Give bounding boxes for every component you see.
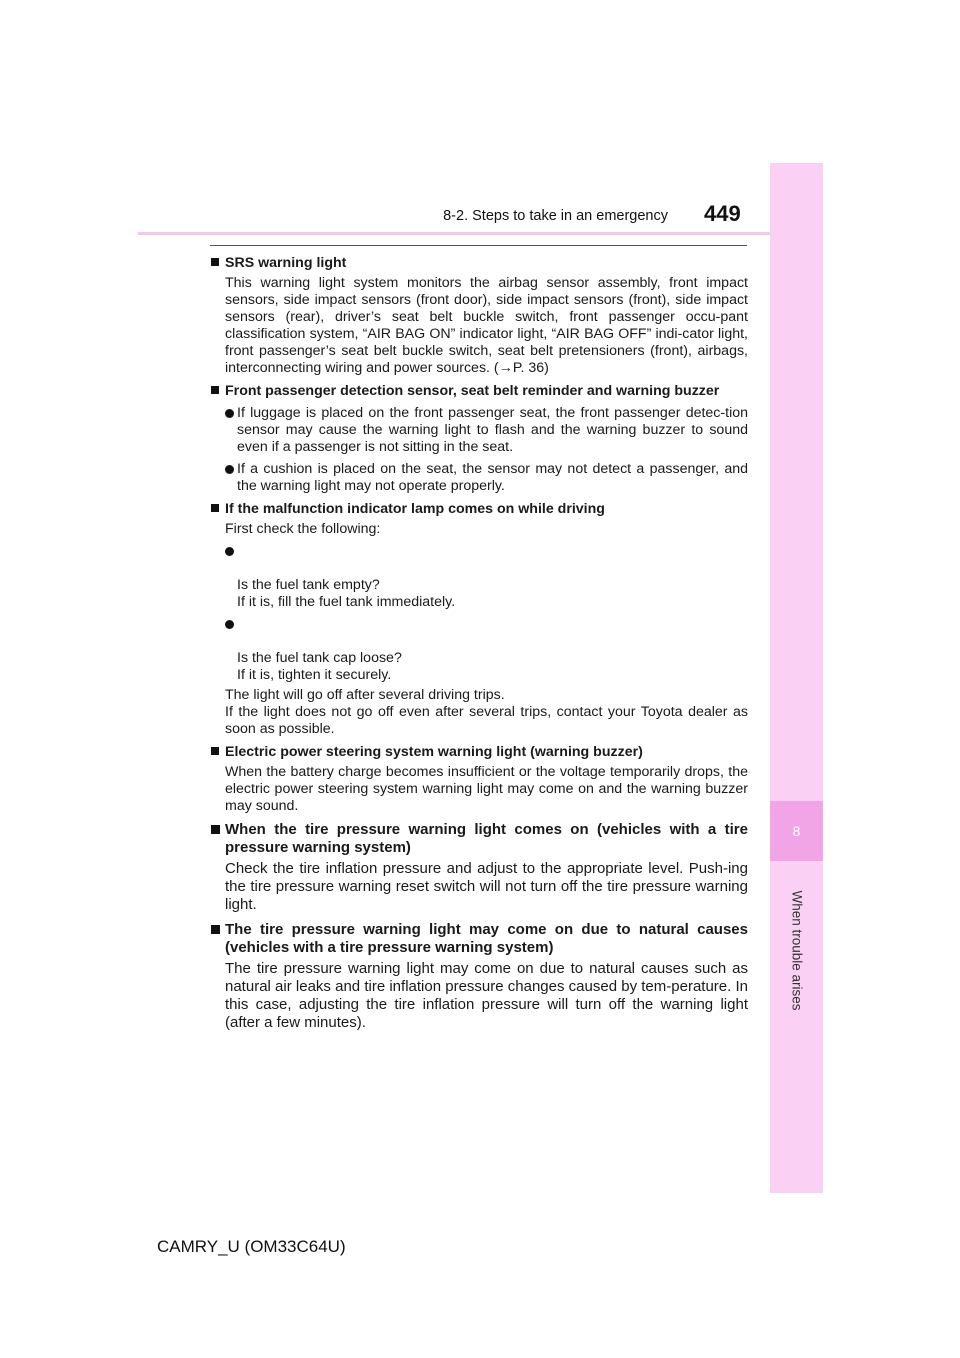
circle-bullet-icon bbox=[225, 409, 234, 418]
circle-bullet-icon bbox=[225, 465, 234, 474]
section-tire-pressure-light-on bbox=[210, 821, 748, 914]
list-item-text: Is the fuel tank cap loose? If it is, tighten it securely. bbox=[237, 650, 402, 683]
list-item bbox=[225, 543, 748, 611]
section-intro: First check the following: bbox=[225, 521, 381, 537]
page-number: 449 bbox=[704, 201, 741, 226]
section-body: Check the tire inflation pressure and adjust to the appropriate level. Push-ing the tire pressure warning reset switch will not turn off the tire pressure warning light. bbox=[225, 860, 748, 913]
list-item-text: If a cushion is placed on the seat, the sensor may not detect a passenger, and the warning light may not operate properly. bbox=[237, 461, 748, 494]
circle-bullet-icon bbox=[225, 620, 234, 629]
section-heading: If the malfunction indicator lamp comes on while driving bbox=[225, 501, 605, 517]
section-heading: Front passenger detection sensor, seat belt reminder and warning buzzer bbox=[225, 383, 720, 399]
circle-bullet-icon bbox=[225, 547, 234, 556]
chapter-title-text: When trouble arises bbox=[789, 889, 805, 1011]
square-bullet-icon bbox=[211, 747, 219, 755]
section-body: When the battery charge becomes insufficient or the voltage temporarily drops, the electric power steering system warning light may come on and the warning buzzer may sound. bbox=[225, 764, 748, 814]
list-item-text: Is the fuel tank empty? If it is, fill the fuel tank immediately. bbox=[237, 577, 456, 610]
section-heading: SRS warning light bbox=[225, 255, 347, 271]
list-item bbox=[225, 405, 748, 456]
content-top-rule bbox=[210, 245, 747, 246]
square-bullet-icon bbox=[211, 386, 219, 394]
header-rule bbox=[138, 232, 822, 235]
section-body: This warning light system monitors the airbag sensor assembly, front impact sensors, side impact sensors (front door), side impact sensors (front), side impact sensors (rear), driver’s seat belt buckle switch, front passenger occu-pant classification system, “AIR BAG ON” indicator light, “AIR BAG OFF” indi-cator light, front passenger’s seat belt buckle switch, seat belt pretensioners (front), airbags, interconnecting wiring and power sources. (→P. 36) bbox=[225, 275, 748, 376]
list-item bbox=[225, 461, 748, 495]
page-content bbox=[210, 255, 748, 1039]
chapter-side-tab[interactable] bbox=[770, 163, 823, 1193]
header-section-title: 8-2. Steps to take in an emergency bbox=[443, 208, 668, 224]
section-malfunction-indicator bbox=[210, 501, 748, 738]
footer-model-code: CAMRY_U (OM33C64U) bbox=[157, 1237, 346, 1256]
square-bullet-icon bbox=[211, 825, 220, 834]
chapter-number[interactable]: 8 bbox=[770, 801, 823, 861]
section-heading: Electric power steering system warning light (warning buzzer) bbox=[225, 744, 643, 760]
section-note: The light will go off after several driving trips. If the light does not go off even after several trips, contact your Toyota dealer as soon as possible. bbox=[225, 687, 748, 737]
square-bullet-icon bbox=[211, 925, 220, 934]
list-item-text: If luggage is placed on the front passenger seat, the front passenger detec-tion sensor may cause the warning light to flash and the warning buzzer to sound even if a passenger is not sitting in the seat. bbox=[237, 405, 748, 455]
section-heading: The tire pressure warning light may come on due to natural causes (vehicles with a tire pressure warning system) bbox=[225, 921, 748, 956]
chapter-title[interactable] bbox=[767, 889, 827, 1011]
section-eps-warning-light bbox=[210, 744, 748, 815]
section-body: The tire pressure warning light may come on due to natural causes such as natural air leaks and tire inflation pressure changes caused by tem-perature. In this case, adjusting the tire inflation pressure will turn off the warning light (after a few minutes). bbox=[225, 960, 748, 1031]
section-srs-warning-light bbox=[210, 255, 748, 377]
square-bullet-icon bbox=[211, 258, 219, 266]
section-tire-pressure-natural-causes bbox=[210, 921, 748, 1032]
list-item bbox=[225, 616, 748, 684]
section-front-passenger-sensor bbox=[210, 383, 748, 495]
section-heading: When the tire pressure warning light comes on (vehicles with a tire pressure warning system) bbox=[225, 821, 748, 856]
square-bullet-icon bbox=[211, 504, 219, 512]
